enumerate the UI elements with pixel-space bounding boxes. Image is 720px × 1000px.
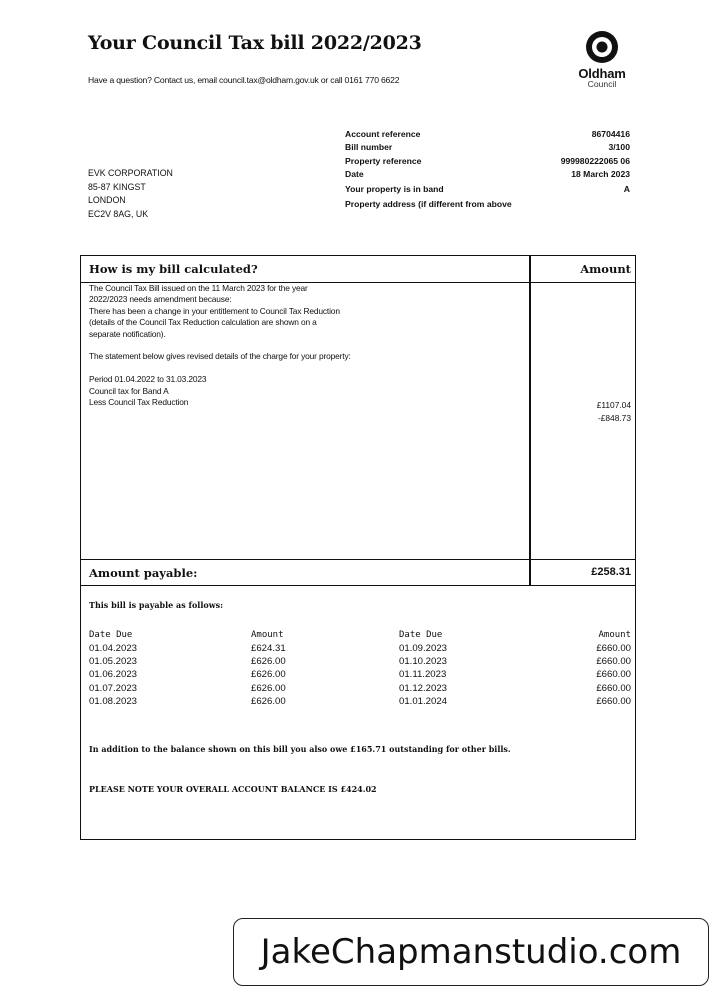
property-address-label: Property address (if different from above: [345, 199, 512, 210]
schedule-date: 01.09.2023: [399, 643, 448, 654]
account-details: [345, 128, 630, 211]
amount-payable-row: [81, 559, 635, 586]
schedule-date: 01.07.2023: [89, 682, 138, 694]
bill-calculation-box: [80, 255, 636, 840]
schedule-amount: £660.00: [596, 643, 631, 654]
band-value: A: [623, 184, 630, 195]
schedule-date: 01.08.2023: [89, 695, 138, 707]
outstanding-note: In addition to the balance shown on this bill you also owe £165.71 outstanding for other bills.: [89, 744, 511, 754]
property-reference-label: Property reference: [345, 155, 422, 166]
calc-line: separate notification).: [89, 328, 166, 339]
schedule-amount: £624.31: [251, 643, 286, 654]
amount-payable-label: Amount payable:: [89, 566, 198, 580]
calc-line: (details of the Council Tax Reduction calculation are shown on a: [89, 317, 317, 328]
date-due-header: Date Due: [89, 630, 133, 640]
account-reference-row: [345, 128, 630, 141]
amount-header: Amount: [251, 630, 284, 640]
charge-amount: £1107.04: [596, 400, 631, 410]
account-reference-label: Account reference: [345, 129, 421, 139]
amount-header: Amount: [529, 256, 635, 283]
contact-line: Have a question? Contact us, email council.tax@oldham.gov.uk or call 0161 770 6622: [88, 75, 400, 85]
band-row: [345, 181, 630, 198]
bill-title: Your Council Tax bill 2022/2023: [88, 32, 422, 54]
calc-explanation: [89, 283, 419, 408]
schedule-date: 01.11.2023: [399, 669, 447, 681]
schedule-amount: £626.00: [251, 695, 286, 707]
schedule-amounts-left: [251, 628, 341, 708]
account-reference-value: 86704416: [591, 129, 630, 139]
schedule-amount: £660.00: [596, 682, 631, 694]
logo-subtitle: Council: [587, 79, 617, 89]
schedule-amount: £626.00: [251, 656, 286, 668]
schedule-dates-right: [399, 628, 489, 708]
band-label: Your property is in band: [345, 184, 444, 195]
schedule-date: 01.12.2023: [399, 682, 448, 694]
date-due-header: Date Due: [399, 630, 443, 640]
calc-line: 2022/2023 needs amendment because:: [89, 294, 232, 305]
address-line: 85-87 KINGST: [88, 181, 146, 192]
calc-line: The Council Tax Bill issued on the 11 March 2023 for the year: [89, 283, 308, 293]
charge-label: Council tax for Band A: [89, 385, 169, 396]
schedule-intro: This bill is payable as follows:: [89, 600, 224, 610]
schedule-date: 01.05.2023: [89, 656, 138, 668]
property-reference-value: 999980222065 06: [560, 155, 630, 166]
date-value: 18 March 2023: [571, 168, 630, 179]
calc-amounts: [533, 399, 631, 425]
address-line: EC2V 8AG, UK: [88, 208, 149, 219]
schedule-amounts-right: [551, 628, 631, 708]
schedule-amount: £660.00: [596, 656, 631, 668]
logo-name: Oldham: [578, 66, 626, 81]
schedule-amount: £626.00: [251, 682, 286, 694]
council-logo: [566, 30, 638, 89]
watermark: JakeChapmanstudio.com: [233, 918, 709, 986]
amount-payable-value: £258.31: [591, 566, 631, 578]
property-reference-row: [345, 155, 630, 168]
recipient-address: [88, 167, 173, 221]
amount-header: Amount: [598, 630, 631, 640]
reduction-amount: -£848.73: [597, 413, 631, 423]
date-row: [345, 168, 630, 181]
address-line: LONDON: [88, 195, 126, 205]
calc-header: How is my bill calculated?: [81, 256, 529, 283]
schedule-amount: £660.00: [596, 669, 631, 681]
period-line: Period 01.04.2022 to 31.03.2023: [89, 374, 207, 385]
schedule-date: 01.06.2023: [89, 669, 138, 681]
schedule-date: 01.10.2023: [399, 656, 448, 668]
bill-number-value: 3/100: [608, 142, 630, 153]
schedule-date: 01.01.2024: [399, 695, 448, 707]
date-label: Date: [345, 168, 364, 179]
bill-number-label: Bill number: [345, 142, 393, 153]
schedule-date: 01.04.2023: [89, 643, 138, 654]
overall-balance-note: PLEASE NOTE YOUR OVERALL ACCOUNT BALANCE IS £424.02: [89, 784, 377, 794]
address-line: EVK CORPORATION: [88, 168, 173, 178]
statement-line: The statement below gives revised details of the charge for your property:: [89, 351, 351, 362]
schedule-dates-left: [89, 628, 179, 708]
schedule-amount: £660.00: [596, 695, 631, 707]
column-divider: [529, 256, 531, 585]
schedule-amount: £626.00: [251, 669, 286, 681]
property-address-row: [345, 198, 630, 211]
bill-number-row: [345, 141, 630, 154]
calc-line: There has been a change in your entitlement to Council Tax Reduction: [89, 305, 340, 316]
reduction-label: Less Council Tax Reduction: [89, 397, 189, 408]
oldham-ring-logo-icon: [585, 30, 619, 64]
